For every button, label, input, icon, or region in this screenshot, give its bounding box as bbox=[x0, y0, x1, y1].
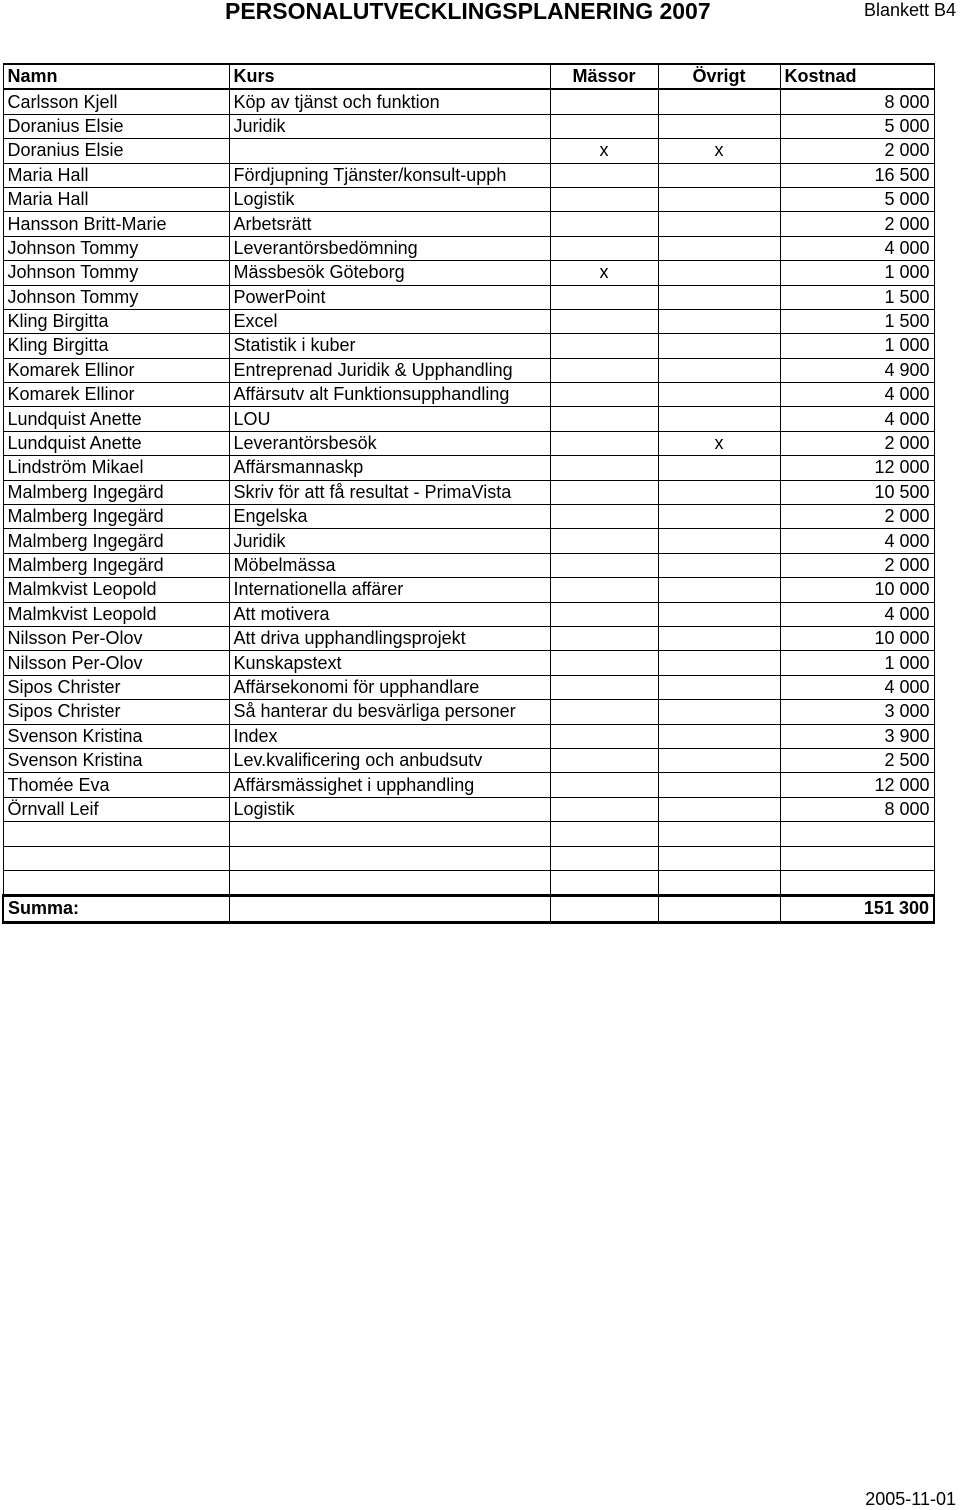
cell-kurs: Skriv för att få resultat - PrimaVista bbox=[229, 480, 550, 504]
cell-namn: Lundquist Anette bbox=[3, 407, 229, 431]
table-row bbox=[3, 505, 934, 529]
table-row bbox=[3, 163, 934, 187]
empty-cell bbox=[3, 822, 229, 846]
cell-massor bbox=[550, 358, 658, 382]
cell-ovrigt bbox=[658, 748, 780, 772]
cell-ovrigt bbox=[658, 383, 780, 407]
cell-kostnad: 1 500 bbox=[780, 285, 934, 309]
cell-ovrigt bbox=[658, 675, 780, 699]
cell-massor bbox=[550, 505, 658, 529]
cell-kurs: LOU bbox=[229, 407, 550, 431]
table-row bbox=[3, 553, 934, 577]
empty-cell bbox=[658, 896, 780, 922]
cell-kurs: PowerPoint bbox=[229, 285, 550, 309]
table-row bbox=[3, 383, 934, 407]
table-row bbox=[3, 748, 934, 772]
cell-kostnad: 5 000 bbox=[780, 114, 934, 138]
empty-cell bbox=[780, 846, 934, 870]
cell-kostnad: 1 000 bbox=[780, 261, 934, 285]
cell-kostnad: 4 900 bbox=[780, 358, 934, 382]
cell-ovrigt: x bbox=[658, 139, 780, 163]
column-header-namn: Namn bbox=[3, 64, 229, 89]
cell-namn: Malmberg Ingegärd bbox=[3, 529, 229, 553]
cell-namn: Doranius Elsie bbox=[3, 139, 229, 163]
empty-cell bbox=[229, 896, 550, 922]
empty-cell bbox=[658, 870, 780, 895]
cost-table bbox=[2, 63, 935, 924]
table-row bbox=[3, 187, 934, 211]
cell-namn: Örnvall Leif bbox=[3, 797, 229, 821]
cell-kostnad: 2 000 bbox=[780, 431, 934, 455]
table-row bbox=[3, 700, 934, 724]
empty-cell bbox=[550, 822, 658, 846]
cell-ovrigt bbox=[658, 456, 780, 480]
cell-massor bbox=[550, 236, 658, 260]
cell-kostnad: 8 000 bbox=[780, 89, 934, 114]
cell-kostnad: 4 000 bbox=[780, 675, 934, 699]
cell-kostnad: 4 000 bbox=[780, 529, 934, 553]
empty-row bbox=[3, 846, 934, 870]
table-row bbox=[3, 626, 934, 650]
cell-massor bbox=[550, 480, 658, 504]
table-row bbox=[3, 480, 934, 504]
cell-kurs: Affärsutv alt Funktionsupphandling bbox=[229, 383, 550, 407]
cell-kostnad: 8 000 bbox=[780, 797, 934, 821]
cell-namn: Doranius Elsie bbox=[3, 114, 229, 138]
cell-kostnad: 1 500 bbox=[780, 309, 934, 333]
cell-massor bbox=[550, 529, 658, 553]
cell-ovrigt bbox=[658, 505, 780, 529]
cell-massor bbox=[550, 187, 658, 211]
cell-namn: Thomée Eva bbox=[3, 773, 229, 797]
cell-kostnad: 10 500 bbox=[780, 480, 934, 504]
cell-ovrigt bbox=[658, 261, 780, 285]
cell-namn: Sipos Christer bbox=[3, 700, 229, 724]
cell-namn: Maria Hall bbox=[3, 187, 229, 211]
cell-kurs: Kunskapstext bbox=[229, 651, 550, 675]
table-row bbox=[3, 456, 934, 480]
table-row bbox=[3, 212, 934, 236]
cell-kostnad: 3 900 bbox=[780, 724, 934, 748]
empty-cell bbox=[658, 846, 780, 870]
cell-ovrigt bbox=[658, 114, 780, 138]
cell-namn: Carlsson Kjell bbox=[3, 89, 229, 114]
cell-kostnad: 12 000 bbox=[780, 456, 934, 480]
cell-kostnad: 2 000 bbox=[780, 505, 934, 529]
cell-kostnad: 12 000 bbox=[780, 773, 934, 797]
cell-kostnad: 1 000 bbox=[780, 334, 934, 358]
cell-kurs: Excel bbox=[229, 309, 550, 333]
cell-kurs: Engelska bbox=[229, 505, 550, 529]
cell-kurs: Mässbesök Göteborg bbox=[229, 261, 550, 285]
table-row bbox=[3, 529, 934, 553]
table-row bbox=[3, 407, 934, 431]
cell-namn: Sipos Christer bbox=[3, 675, 229, 699]
cell-ovrigt bbox=[658, 358, 780, 382]
cell-ovrigt bbox=[658, 407, 780, 431]
empty-cell bbox=[550, 896, 658, 922]
cell-kurs: Logistik bbox=[229, 797, 550, 821]
cell-massor: x bbox=[550, 139, 658, 163]
cell-namn: Johnson Tommy bbox=[3, 261, 229, 285]
cell-massor bbox=[550, 383, 658, 407]
cell-kostnad: 10 000 bbox=[780, 626, 934, 650]
cell-namn: Malmberg Ingegärd bbox=[3, 505, 229, 529]
cell-namn: Johnson Tommy bbox=[3, 285, 229, 309]
cell-kurs: Möbelmässa bbox=[229, 553, 550, 577]
table-body bbox=[3, 89, 934, 821]
cell-kostnad: 1 000 bbox=[780, 651, 934, 675]
cell-massor bbox=[550, 553, 658, 577]
table-row bbox=[3, 236, 934, 260]
cell-kostnad: 4 000 bbox=[780, 383, 934, 407]
cell-namn: Maria Hall bbox=[3, 163, 229, 187]
cell-massor: x bbox=[550, 261, 658, 285]
cell-namn: Hansson Britt-Marie bbox=[3, 212, 229, 236]
table-footer bbox=[3, 822, 934, 923]
cell-kurs: Internationella affärer bbox=[229, 578, 550, 602]
cell-namn: Malmberg Ingegärd bbox=[3, 480, 229, 504]
empty-cell bbox=[780, 822, 934, 846]
cell-massor bbox=[550, 675, 658, 699]
cell-massor bbox=[550, 285, 658, 309]
cell-kostnad: 4 000 bbox=[780, 407, 934, 431]
cell-namn: Malmkvist Leopold bbox=[3, 602, 229, 626]
empty-row bbox=[3, 870, 934, 895]
cell-massor bbox=[550, 431, 658, 455]
summa-label: Summa: bbox=[3, 896, 229, 922]
cell-ovrigt bbox=[658, 163, 780, 187]
summa-value: 151 300 bbox=[780, 896, 934, 922]
table-row bbox=[3, 578, 934, 602]
cell-kurs: Att driva upphandlingsprojekt bbox=[229, 626, 550, 650]
cell-namn: Nilsson Per-Olov bbox=[3, 626, 229, 650]
cell-ovrigt bbox=[658, 626, 780, 650]
empty-cell bbox=[229, 870, 550, 895]
cell-namn: Komarek Ellinor bbox=[3, 383, 229, 407]
column-header-kostnad: Kostnad bbox=[780, 64, 934, 89]
cell-kostnad: 2 500 bbox=[780, 748, 934, 772]
cell-massor bbox=[550, 407, 658, 431]
empty-cell bbox=[3, 870, 229, 895]
cell-kurs: Index bbox=[229, 724, 550, 748]
cell-massor bbox=[550, 626, 658, 650]
cell-namn: Lindström Mikael bbox=[3, 456, 229, 480]
empty-cell bbox=[229, 846, 550, 870]
cell-namn: Johnson Tommy bbox=[3, 236, 229, 260]
cell-massor bbox=[550, 773, 658, 797]
cell-kostnad: 4 000 bbox=[780, 602, 934, 626]
cell-ovrigt bbox=[658, 89, 780, 114]
table-row bbox=[3, 602, 934, 626]
cell-kurs: Statistik i kuber bbox=[229, 334, 550, 358]
cell-ovrigt bbox=[658, 602, 780, 626]
cell-kurs: Juridik bbox=[229, 114, 550, 138]
cell-massor bbox=[550, 309, 658, 333]
empty-cell bbox=[658, 822, 780, 846]
cell-kurs: Entreprenad Juridik & Upphandling bbox=[229, 358, 550, 382]
cell-ovrigt bbox=[658, 553, 780, 577]
cell-massor bbox=[550, 114, 658, 138]
table-row bbox=[3, 139, 934, 163]
empty-cell bbox=[550, 846, 658, 870]
cell-massor bbox=[550, 163, 658, 187]
column-header-massor: Mässor bbox=[550, 64, 658, 89]
cell-massor bbox=[550, 724, 658, 748]
cell-namn: Komarek Ellinor bbox=[3, 358, 229, 382]
cell-kurs: Fördjupning Tjänster/konsult-upph bbox=[229, 163, 550, 187]
table-row bbox=[3, 675, 934, 699]
cell-namn: Nilsson Per-Olov bbox=[3, 651, 229, 675]
cell-massor bbox=[550, 334, 658, 358]
cell-kostnad: 2 000 bbox=[780, 139, 934, 163]
table-row bbox=[3, 285, 934, 309]
cell-kurs: Leverantörsbedömning bbox=[229, 236, 550, 260]
cell-massor bbox=[550, 212, 658, 236]
cell-ovrigt bbox=[658, 480, 780, 504]
cell-namn: Svenson Kristina bbox=[3, 724, 229, 748]
table-header-row bbox=[3, 64, 934, 89]
cell-namn: Svenson Kristina bbox=[3, 748, 229, 772]
cell-ovrigt bbox=[658, 651, 780, 675]
empty-row bbox=[3, 822, 934, 846]
cell-ovrigt: x bbox=[658, 431, 780, 455]
cell-kostnad: 2 000 bbox=[780, 212, 934, 236]
cell-ovrigt bbox=[658, 212, 780, 236]
cell-namn: Malmkvist Leopold bbox=[3, 578, 229, 602]
cell-namn: Malmberg Ingegärd bbox=[3, 553, 229, 577]
form-id: Blankett B4 bbox=[863, 0, 956, 20]
table-row bbox=[3, 89, 934, 114]
table-row bbox=[3, 261, 934, 285]
cell-kurs: Affärsmässighet i upphandling bbox=[229, 773, 550, 797]
cell-kurs: Affärsmannaskp bbox=[229, 456, 550, 480]
cell-ovrigt bbox=[658, 334, 780, 358]
cell-kurs: Lev.kvalificering och anbudsutv bbox=[229, 748, 550, 772]
cell-massor bbox=[550, 578, 658, 602]
cell-kurs: Logistik bbox=[229, 187, 550, 211]
cell-namn: Lundquist Anette bbox=[3, 431, 229, 455]
cell-ovrigt bbox=[658, 529, 780, 553]
table-row bbox=[3, 724, 934, 748]
cell-kostnad: 3 000 bbox=[780, 700, 934, 724]
cell-kurs: Arbetsrätt bbox=[229, 212, 550, 236]
table-row bbox=[3, 334, 934, 358]
table-row bbox=[3, 114, 934, 138]
page-title: PERSONALUTVECKLINGSPLANERING 2007 bbox=[225, 0, 711, 24]
cell-kurs: Att motivera bbox=[229, 602, 550, 626]
table-row bbox=[3, 309, 934, 333]
cell-kostnad: 10 000 bbox=[780, 578, 934, 602]
cell-kurs: Juridik bbox=[229, 529, 550, 553]
empty-cell bbox=[780, 870, 934, 895]
empty-cell bbox=[229, 822, 550, 846]
cell-namn: Kling Birgitta bbox=[3, 334, 229, 358]
cell-massor bbox=[550, 602, 658, 626]
cell-ovrigt bbox=[658, 724, 780, 748]
cell-kostnad: 16 500 bbox=[780, 163, 934, 187]
table-row bbox=[3, 358, 934, 382]
cell-kurs: Så hanterar du besvärliga personer bbox=[229, 700, 550, 724]
cell-massor bbox=[550, 456, 658, 480]
table-row bbox=[3, 773, 934, 797]
summa-row bbox=[3, 896, 934, 922]
column-header-kurs: Kurs bbox=[229, 64, 550, 89]
empty-cell bbox=[3, 846, 229, 870]
cell-kurs: Köp av tjänst och funktion bbox=[229, 89, 550, 114]
cell-kurs bbox=[229, 139, 550, 163]
cell-ovrigt bbox=[658, 578, 780, 602]
cell-namn: Kling Birgitta bbox=[3, 309, 229, 333]
cell-ovrigt bbox=[658, 309, 780, 333]
cell-kostnad: 4 000 bbox=[780, 236, 934, 260]
cell-ovrigt bbox=[658, 773, 780, 797]
table-row bbox=[3, 431, 934, 455]
cell-ovrigt bbox=[658, 236, 780, 260]
cell-kostnad: 5 000 bbox=[780, 187, 934, 211]
cell-ovrigt bbox=[658, 797, 780, 821]
document-date: 2005-11-01 bbox=[865, 1489, 956, 1509]
cell-kurs: Affärsekonomi för upphandlare bbox=[229, 675, 550, 699]
cell-kostnad: 2 000 bbox=[780, 553, 934, 577]
cell-ovrigt bbox=[658, 285, 780, 309]
table-row bbox=[3, 797, 934, 821]
column-header-ovrigt: Övrigt bbox=[658, 64, 780, 89]
cell-ovrigt bbox=[658, 187, 780, 211]
empty-cell bbox=[550, 870, 658, 895]
cell-massor bbox=[550, 748, 658, 772]
table-row bbox=[3, 651, 934, 675]
cell-kurs: Leverantörsbesök bbox=[229, 431, 550, 455]
cell-ovrigt bbox=[658, 700, 780, 724]
cell-massor bbox=[550, 651, 658, 675]
cell-massor bbox=[550, 797, 658, 821]
cell-massor bbox=[550, 700, 658, 724]
cell-massor bbox=[550, 89, 658, 114]
